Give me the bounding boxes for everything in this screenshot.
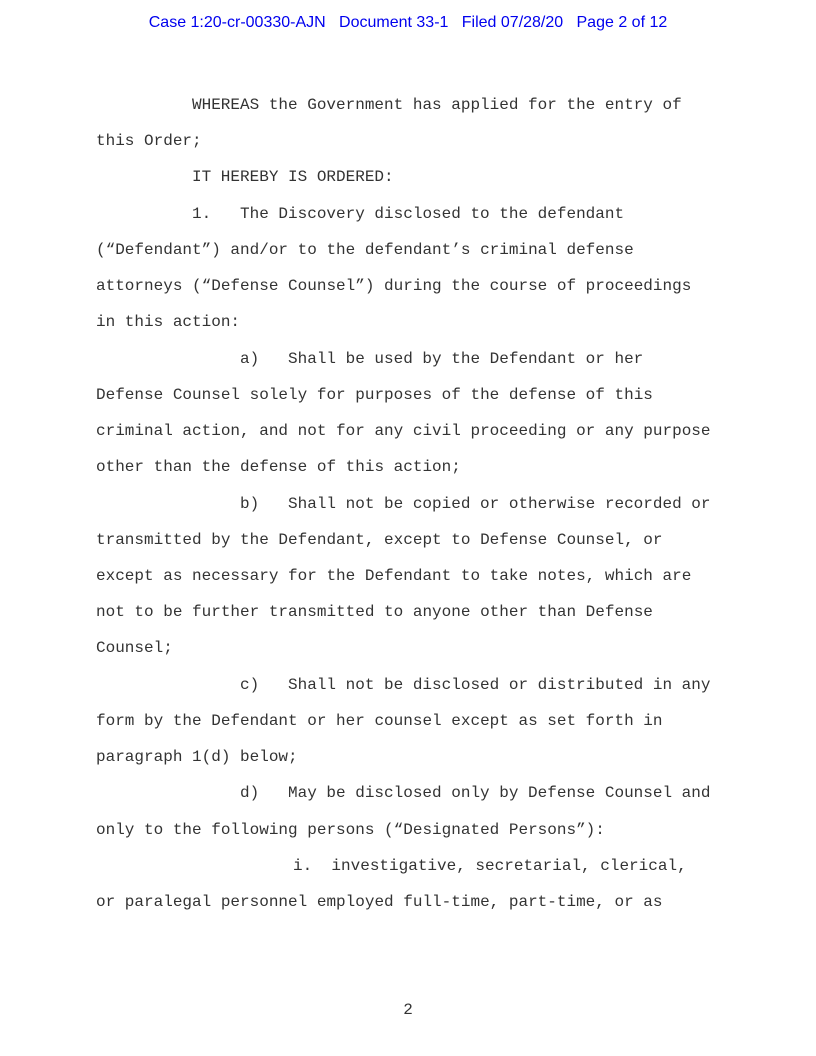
text-line: c) Shall not be disclosed or distributed in any bbox=[240, 675, 711, 694]
text-line: a) Shall be used by the Defendant or her bbox=[240, 349, 644, 368]
text-line: form by the Defendant or her counsel except as set forth in bbox=[96, 711, 663, 730]
text-line: (“Defendant”) and/or to the defendant’s criminal defense bbox=[96, 240, 634, 259]
text-line: Counsel; bbox=[96, 639, 173, 658]
text-line: IT HEREBY IS ORDERED: bbox=[192, 168, 394, 187]
text-line: transmitted by the Defendant, except to Defense Counsel, or bbox=[96, 530, 663, 549]
text-line: attorneys (“Defense Counsel”) during the course of proceedings bbox=[96, 277, 692, 296]
text-line: criminal action, and not for any civil proceeding or any purpose bbox=[96, 422, 711, 441]
text-line: paragraph 1(d) below; bbox=[96, 748, 298, 767]
text-line: i. investigative, secretarial, clerical, bbox=[293, 856, 687, 875]
case-header-stamp: Case 1:20-cr-00330-AJN Document 33-1 Filed 07/28/20 Page 2 of 12 bbox=[148, 14, 668, 31]
text-line: other than the defense of this action; bbox=[96, 458, 461, 477]
text-line: b) Shall not be copied or otherwise recorded or bbox=[240, 494, 711, 513]
page-number: 2 bbox=[403, 1001, 413, 1019]
text-line: d) May be disclosed only by Defense Counsel and bbox=[240, 784, 711, 803]
text-line: Defense Counsel solely for purposes of the defense of this bbox=[96, 385, 653, 404]
text-line: 1. The Discovery disclosed to the defendant bbox=[192, 204, 625, 223]
text-line: except as necessary for the Defendant to take notes, which are bbox=[96, 566, 692, 585]
text-line: only to the following persons (“Designated Persons”): bbox=[96, 820, 605, 839]
text-line: WHEREAS the Government has applied for the entry of bbox=[192, 96, 682, 114]
text-line: not to be further transmitted to anyone other than Defense bbox=[96, 603, 653, 622]
text-line: or paralegal personnel employed full-time, part-time, or as bbox=[96, 893, 663, 912]
text-line: in this action: bbox=[96, 313, 241, 332]
text-line: this Order; bbox=[96, 132, 202, 151]
